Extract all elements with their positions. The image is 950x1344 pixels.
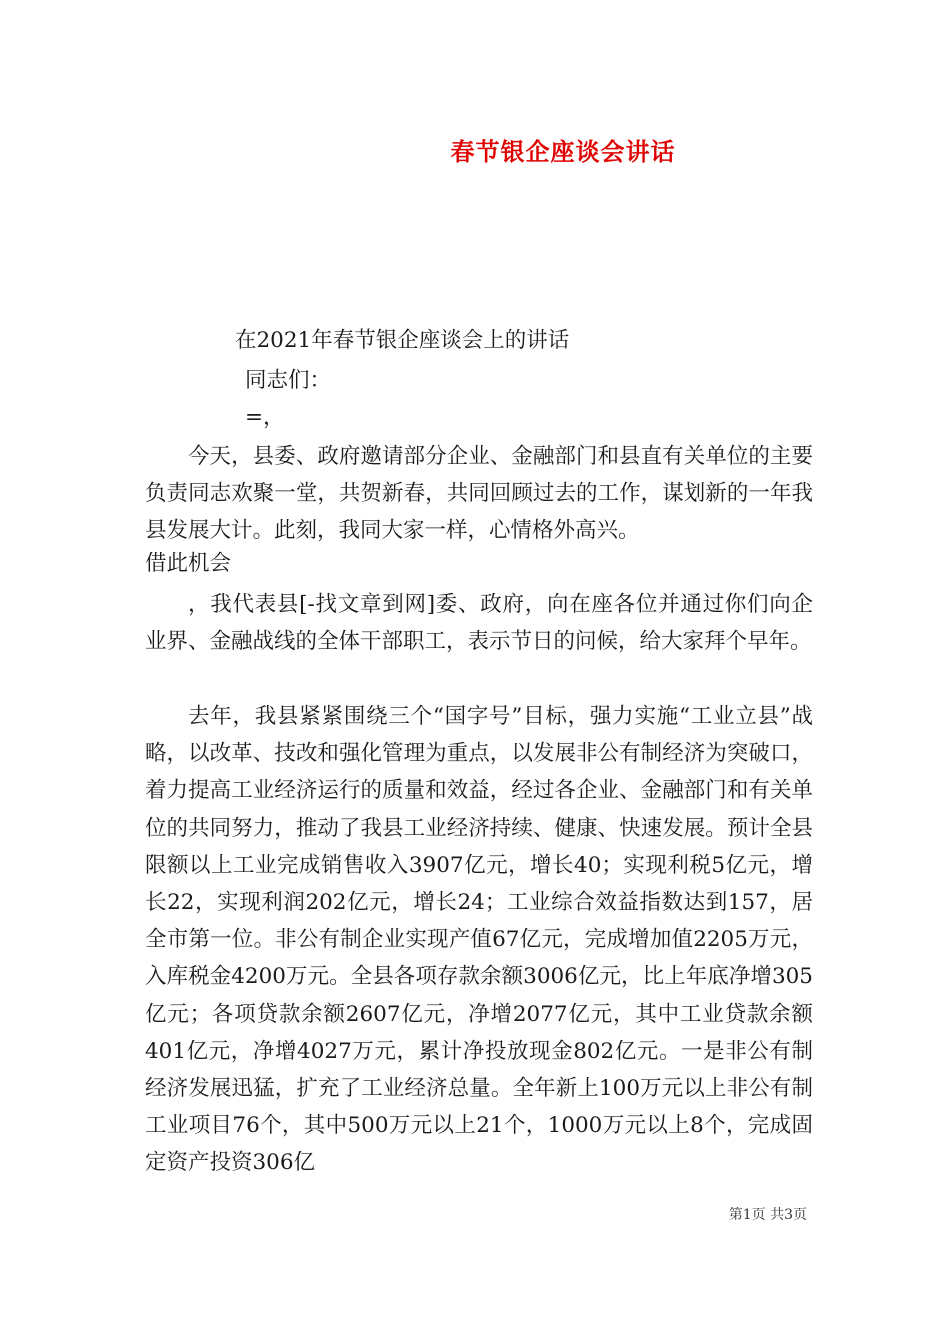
marker-text: =， xyxy=(245,405,285,430)
paragraph-1: 今天，县委、政府邀请部分企业、金融部门和县直有关单位的主要负责同志欢聚一堂，共贺新春，共同回顾过去的工作，谋划新的一年我县发展大计。此刻，我同大家一样，心情格外高兴。 xyxy=(145,444,813,544)
paragraph-2: ，我代表县[-找文章到网]委、政府，向在座各位并通过你们向企业界、金融战线的全体干部职工，表示节日的问候，给大家拜个早年。 xyxy=(145,592,813,655)
speech-subtitle: 在2021年春节银企座谈会上的讲话 xyxy=(235,328,570,353)
paragraph-3: 去年，我县紧紧围绕三个“国字号”目标，强力实施“工业立县”战略，以改革、技改和强化管理为重点，以发展非公有制经济为突破口，着力提高工业经济运行的质量和效益，经过各企业、金融部门和有关单位的共同努力，推动了我县工业经济持续、健康、快速发展。预计全县限额以上工业完成销售收入3907亿元，增长40；实现利税5亿元，增长22，实现利润202亿元，增长24；工业综合效益指数达到157，居全市第一位。非公有制企业实现产值67亿元，完成增加值2205万元，入库税金4200万元。全县各项存款余额3006亿元，比上年底净增305亿元；各项贷款余额2607亿元，净增2077亿元，其中工业贷款余额401亿元，净增4027万元，累计净投放现金802亿元。一是非公有制经济发展迅猛，扩充了工业经济总量。全年新上100万元以上非公有制工业项目76个，其中500万元以上21个，1000万元以上8个，完成固定资产投资306亿 xyxy=(145,704,813,1176)
salutation: 同志们： xyxy=(245,368,332,393)
paragraph-1-tail: 借此机会 xyxy=(145,551,232,576)
page-number: 第1页 共3页 xyxy=(728,1207,807,1223)
document-title: 春节银企座谈会讲话 xyxy=(450,137,676,166)
